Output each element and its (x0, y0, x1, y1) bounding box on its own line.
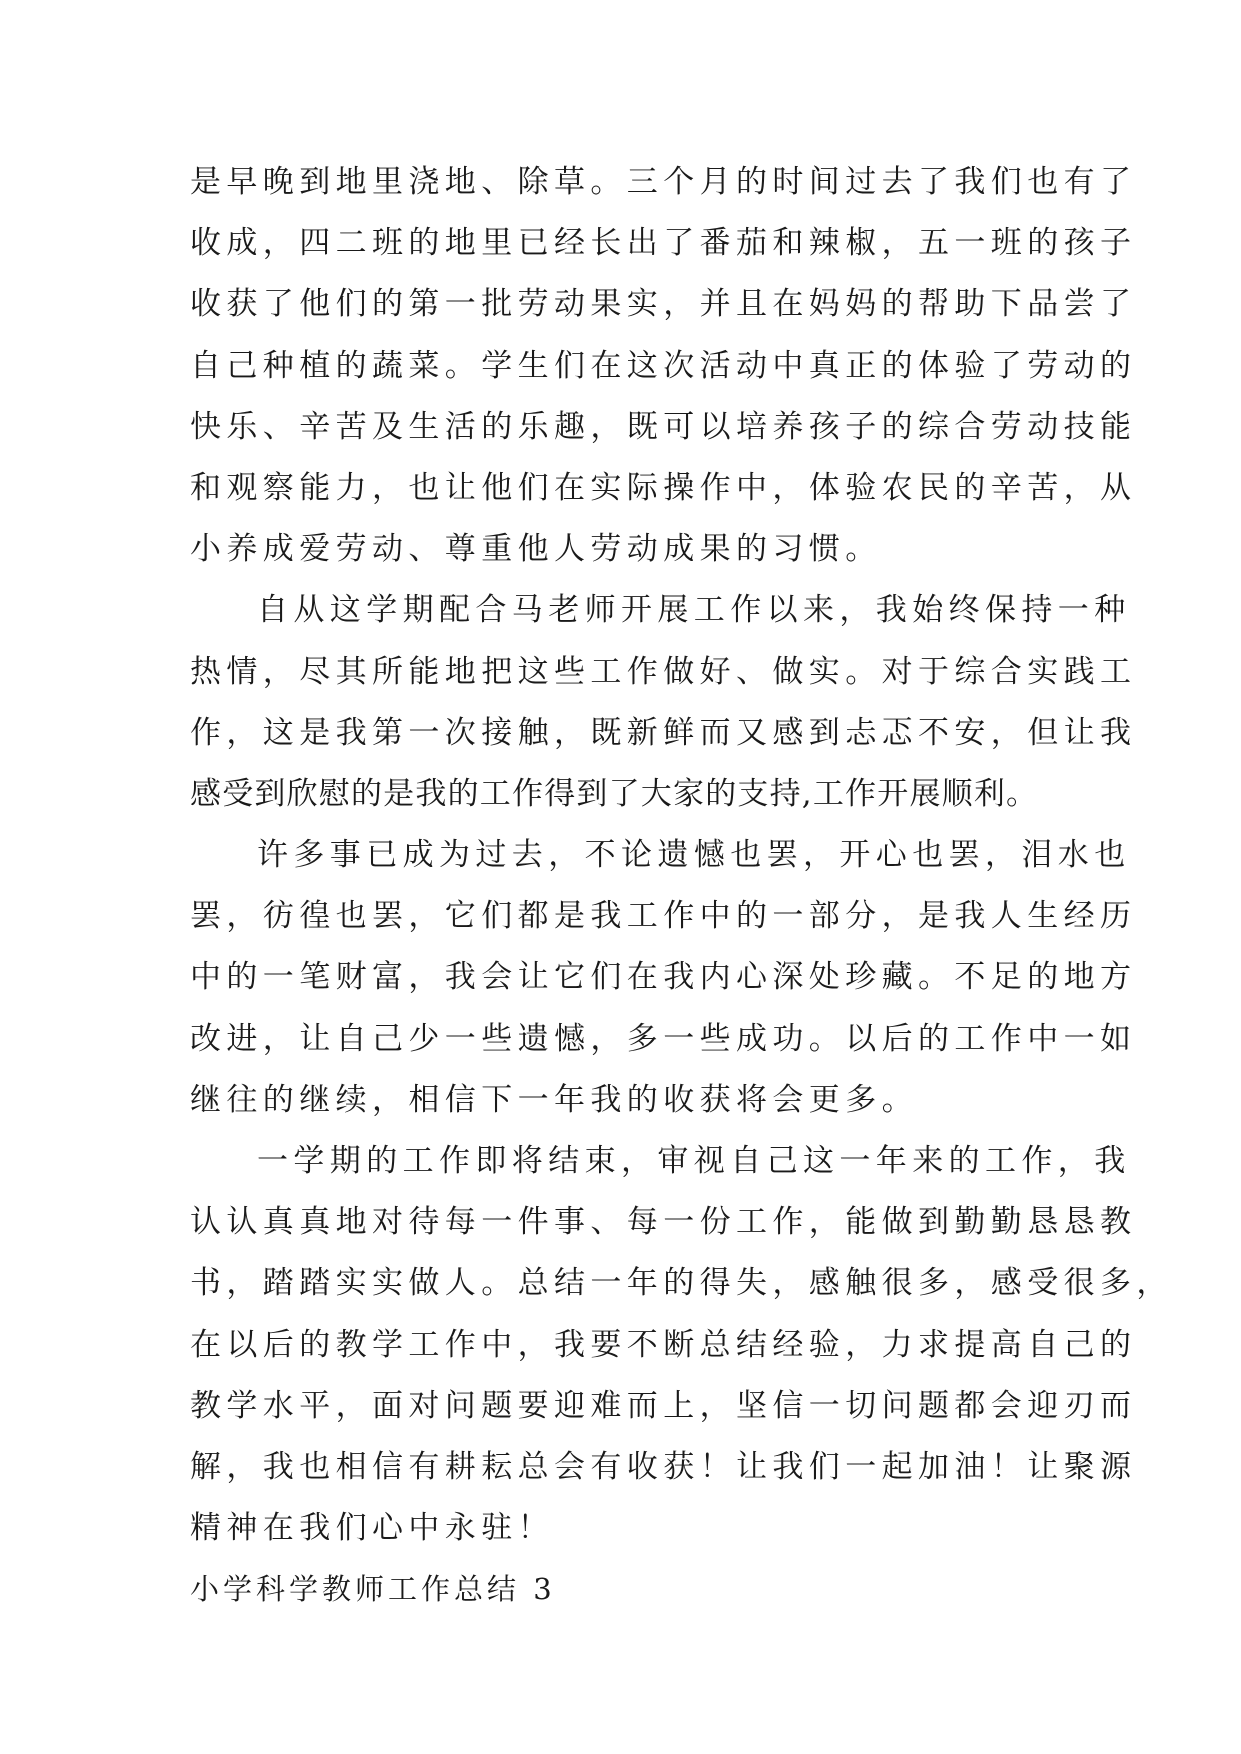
text-line: 和观察能力，也让他们在实际操作中，体验农民的辛苦，从 (190, 469, 1137, 506)
text-line: 书，踏踏实实做人。总结一年的得失，感触很多，感受很多， (190, 1265, 1173, 1302)
text-line: 是早晚到地里浇地、除草。三个月的时间过去了我们也有了 (190, 164, 1137, 200)
text-line: 中的一笔财富，我会让它们在我内心深处珍藏。不足的地方 (190, 959, 1137, 996)
section-heading: 小学科学教师工作总结 3 (190, 1572, 556, 1607)
text-line: 教学水平，面对问题要迎难而上，坚信一切问题都会迎刃而 (190, 1387, 1137, 1424)
text-line: 小养成爱劳动、尊重他人劳动成果的习惯。 (190, 531, 882, 568)
paragraph-first-line: 自从这学期配合马老师开展工作以来，我始终保持一种 (257, 592, 1131, 629)
text-line: 改进，让自己少一些遗憾，多一些成功。以后的工作中一如 (190, 1020, 1137, 1057)
text-line: 解，我也相信有耕耘总会有收获！让我们一起加油！让聚源 (190, 1448, 1137, 1485)
text-line: 热情，尽其所能地把这些工作做好、做实。对于综合实践工 (190, 653, 1137, 690)
text-line: 继往的继续，相信下一年我的收获将会更多。 (190, 1081, 918, 1118)
text-line: 作，这是我第一次接触，既新鲜而又感到忐忑不安，但让我 (190, 714, 1137, 751)
text-line: 精神在我们心中永驻！ (190, 1510, 554, 1547)
text-line: 认认真真地对待每一件事、每一份工作，能做到勤勤恳恳教 (190, 1204, 1137, 1241)
text-line: 感受到欣慰的是我的工作得到了大家的支持,工作开展顺利。 (190, 775, 1039, 812)
document-body (190, 152, 1173, 1621)
text-line: 罢，彷徨也罢，它们都是我工作中的一部分，是我人生经历 (190, 898, 1137, 935)
text-line: 自己种植的蔬菜。学生们在这次活动中真正的体验了劳动的 (190, 347, 1137, 384)
text-line: 快乐、辛苦及生活的乐趣，既可以培养孩子的综合劳动技能 (190, 408, 1137, 445)
text-line: 在以后的教学工作中，我要不断总结经验，力求提高自己的 (190, 1326, 1137, 1363)
paragraph-first-line: 许多事已成为过去，不论遗憾也罢，开心也罢，泪水也 (257, 837, 1131, 874)
text-line: 收获了他们的第一批劳动果实，并且在妈妈的帮助下品尝了 (190, 286, 1137, 323)
paragraph-first-line: 一学期的工作即将结束，审视自己这一年来的工作，我 (257, 1143, 1131, 1179)
text-line: 收成，四二班的地里已经长出了番茄和辣椒，五一班的孩子 (190, 225, 1137, 262)
